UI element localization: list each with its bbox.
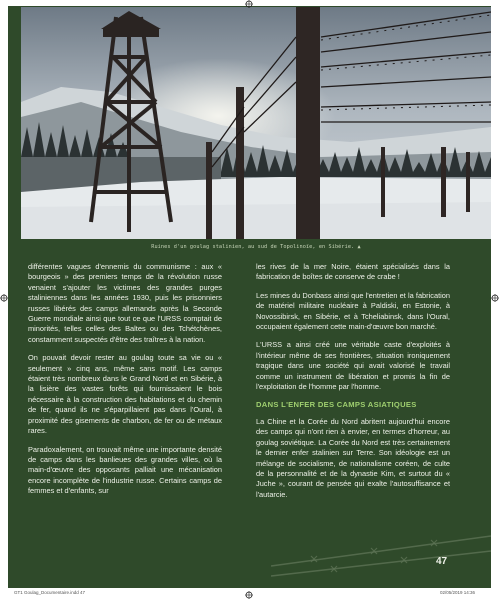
left-column	[28, 262, 222, 505]
print-slug-left: GT1 Goulag_Documentaire.indd 47	[14, 590, 86, 595]
right-paragraph-1: les rives de la mer Noire, étaient spécialisés dans la fabrication de boîtes de conserve de crabe !	[256, 262, 450, 282]
section-heading: DANS L'ENFER DES CAMPS ASIATIQUES	[256, 400, 417, 410]
registration-mark-left	[0, 294, 8, 302]
magazine-page	[8, 6, 491, 588]
photo-caption: Ruines d'un goulag stalinien, au sud de Topolinoïe, en Sibérie. ▲	[151, 244, 361, 250]
registration-mark-bottom	[245, 591, 253, 599]
right-paragraph-3: L'URSS a ainsi créé une véritable caste d'exploités à l'intérieur même de ses frontières, situation ironiquement tragique dans une société qui avait valorisé le travail comme un instrument de libération et promis la fin de l'exploitation de l'homme par l'homme.	[256, 340, 450, 392]
left-paragraph-2: On pouvait devoir rester au goulag toute sa vie ou « seulement » cinq ans, même sans motif. Les camps étaient très nombreux dans le Grand Nord et en Sibérie, à la lisière des vastes forêts qui fournissaient le bois nécessaire à la construction des habitations et du chemin de fer, quand ils ne s'éparpillaient pas dans l'Oural, à proximité des gisements de charbon, de fer ou de métaux rares.	[28, 353, 222, 436]
registration-mark-right	[491, 294, 499, 302]
right-paragraph-2: Les mines du Donbass ainsi que l'entretien et la fabrication de matériel militaire nucléaire à Paldiski, en Estonie, à Novossibirsk, en Sibérie, et à Tcheliabinsk, dans l'Oural, occupaient également cette main-d'œuvre bon marché.	[256, 290, 450, 332]
left-paragraph-1: différentes vagues d'ennemis du communisme : aux « bourgeois » des premiers temps de la révolution russe venaient s'ajouter les victimes des grandes purges staliniennes dans les années 1930, puis les prisonniers russes libérés des camps allemands après la Seconde Guerre mondiale ainsi que tout ce que l'URSS comptait de minorités, telles celles des Baltes ou des Tchétchènes, constamment suspectés d'être des traîtres à la nation.	[28, 262, 222, 344]
print-slug-right: 02/05/2019 14:36	[440, 590, 476, 595]
goulag-photo	[21, 7, 491, 239]
goulag-ruins-image	[21, 7, 491, 239]
right-column	[256, 262, 450, 508]
right-paragraph-4: La Chine et la Corée du Nord abritent aujourd'hui encore des camps qui n'ont rien à envier, en termes d'horreur, au goulag soviétique. La Corée du Nord est très certainement le dernier enfer stalinien sur Terre. Son idéologie est un mélange de socialisme, de nationalisme coréen, de culte de la personnalité et de la dynastie Kim, et surtout du « Juche », courant de pensée qui exalte l'autosuffisance et l'autarcie.	[256, 416, 450, 499]
registration-mark-top	[245, 0, 253, 8]
page-number: 47	[436, 556, 448, 567]
barbed-wire-decoration	[271, 526, 491, 586]
left-paragraph-3: Paradoxalement, on trouvait même une importante densité de camps dans les banlieues des grandes villes, où la main-d'œuvre des opposants palliait une mécanisation encore incomplète de l'industrie russe. Certains camps de femmes et d'enfants, sur	[28, 444, 222, 496]
